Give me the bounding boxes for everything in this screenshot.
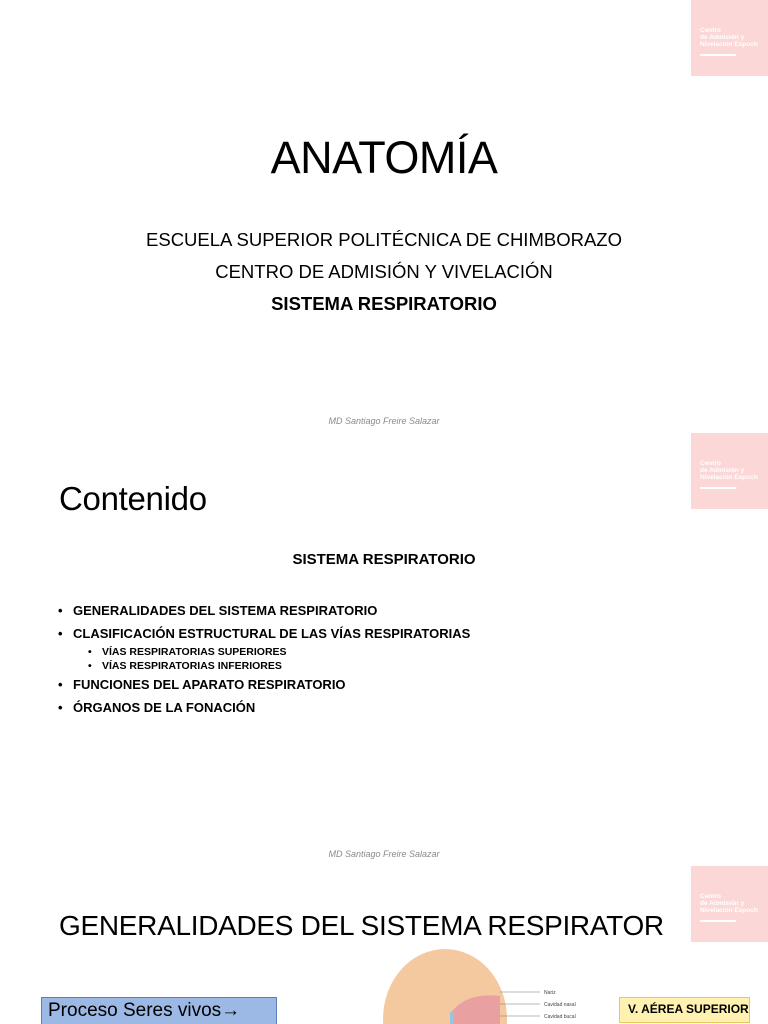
process-note-box: Proceso Seres vivos→ (41, 997, 277, 1024)
airway-shape (450, 1012, 454, 1024)
list-subitem: • VÍAS RESPIRATORIAS INFERIORES (58, 660, 470, 672)
slide-heading: Contenido (59, 480, 207, 517)
topic-name: SISTEMA RESPIRATORIO (271, 293, 497, 314)
admission-center-logo (691, 866, 768, 942)
logo-text: Centro de Admisión y Nivelación Espoch (700, 27, 758, 48)
list-item: • GENERALIDADES DEL SISTEMA RESPIRATORIO (58, 603, 470, 618)
contents-list (58, 603, 470, 723)
upper-airway-box: V. AÉREA SUPERIOR (619, 997, 750, 1023)
section-title: SISTEMA RESPIRATORIO (292, 551, 476, 568)
admission-center-logo (691, 0, 768, 76)
author-footer: MD Santiago Freire Salazar (328, 416, 440, 426)
head-anatomy-diagram (350, 944, 600, 1024)
diagram-label: Cavidad nasal (544, 1002, 576, 1008)
slide-heading: GENERALIDADES DEL SISTEMA RESPIRATOR (59, 910, 664, 941)
diagram-label: Nariz (544, 990, 556, 996)
center-name: CENTRO DE ADMISIÓN Y VIVELACIÓN (215, 261, 553, 282)
logo-underline (700, 920, 736, 922)
list-item: • ÓRGANOS DE LA FONACIÓN (58, 700, 470, 715)
logo-text: Centro de Admisión y Nivelación Espoch (700, 460, 758, 481)
list-item: • FUNCIONES DEL APARATO RESPIRATORIO (58, 677, 470, 692)
list-item: • CLASIFICACIÓN ESTRUCTURAL DE LAS VÍAS RESPIRATORIAS (58, 626, 470, 641)
logo-underline (700, 54, 736, 56)
institution-name: ESCUELA SUPERIOR POLITÉCNICA DE CHIMBORAZO (146, 229, 622, 250)
slide-contents (0, 433, 768, 865)
author-footer: MD Santiago Freire Salazar (328, 849, 440, 859)
logo-text: Centro de Admisión y Nivelación Espoch (700, 893, 758, 914)
slide-generalities (0, 866, 768, 1024)
presentation-title: ANATOMÍA (270, 132, 498, 183)
logo-underline (700, 487, 736, 489)
admission-center-logo (691, 433, 768, 509)
list-subitem: • VÍAS RESPIRATORIAS SUPERIORES (58, 646, 470, 658)
diagram-label: Cavidad bucal (544, 1014, 576, 1020)
slide-title (0, 0, 768, 432)
